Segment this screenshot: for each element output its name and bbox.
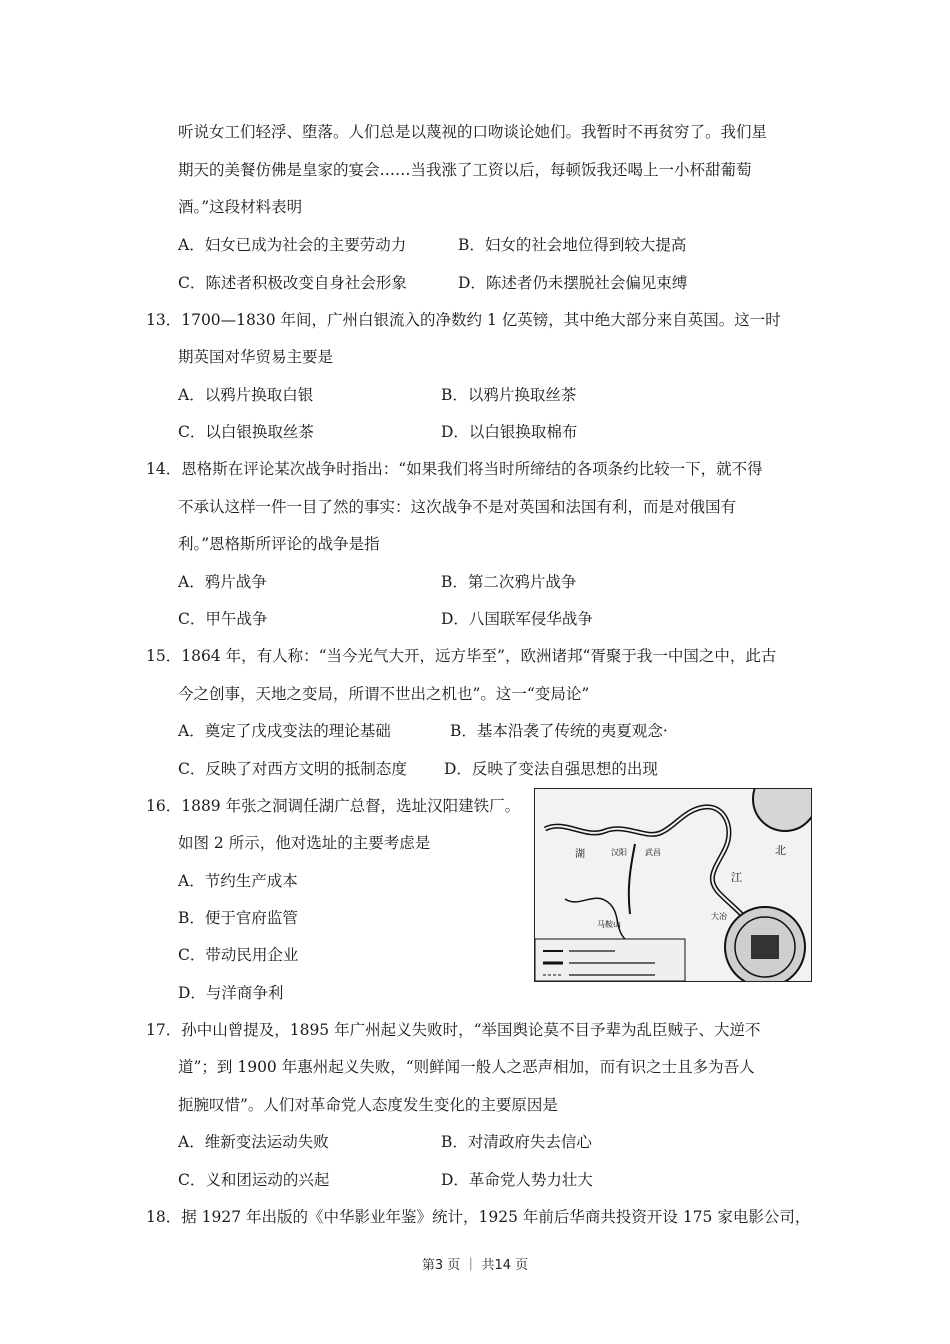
q12-line-2: 期天的美餐仿佛是皇家的宴会……当我涨了工资以后，每顿饭我还喝上一小杯甜葡萄	[178, 161, 752, 179]
q16-option-d[interactable]: D．与洋商争利	[178, 984, 284, 1002]
q13-line-2: 期英国对华贸易主要是	[178, 348, 334, 366]
q16-line-2: 如图 2 所示，他对选址的主要考虑是	[178, 834, 431, 852]
q15-line-1: 15．1864 年，有人称：“当今光气大开，远方毕至”，欧洲诸邦“胥聚于我一中国之中，此古	[146, 647, 777, 665]
q12-option-a[interactable]: A．妇女已成为社会的主要劳动力	[178, 236, 407, 254]
q16-line-1: 16．1889 年张之洞调任湖广总督，选址汉阳建铁厂。	[146, 797, 521, 815]
q14-line-1: 14．恩格斯在评论某次战争时指出：“如果我们将当时所缔结的各项条约比较一下，就不得	[146, 460, 763, 478]
q17-line-2: 道”；到 1900 年惠州起义失败，“则鲜闻一般人之恶声相加，而有识之士且多为吾人	[178, 1058, 755, 1076]
q14-line-2: 不承认这样一件一目了然的事实：这次战争不是对英国和法国有利，而是对俄国有	[178, 498, 737, 516]
q14-option-d[interactable]: D．八国联军侵华战争	[441, 610, 593, 628]
map-label-hanyang: 汉阳	[611, 848, 627, 857]
q13-option-c[interactable]: C．以白银换取丝茶	[178, 423, 314, 441]
q17-line-3: 扼腕叹惜”。人们对革命党人态度发生变化的主要原因是	[178, 1096, 558, 1114]
q12-option-b[interactable]: B．妇女的社会地位得到较大提高	[458, 236, 687, 254]
figure-2-map	[534, 788, 812, 982]
map-label-wuchang: 武昌	[645, 848, 661, 857]
q16-option-c[interactable]: C．带动民用企业	[178, 946, 299, 964]
map-label-mashan: 马鞍山	[597, 920, 621, 929]
q12-option-d[interactable]: D．陈述者仍未摆脱社会偏见束缚	[458, 274, 688, 292]
q15-option-a[interactable]: A．奠定了戊戌变法的理论基础	[178, 722, 391, 740]
q15-option-b[interactable]: B．基本沿袭了传统的夷夏观念·	[450, 722, 668, 740]
q14-line-3: 利。”恩格斯所评论的战争是指	[178, 535, 380, 553]
map-label-daye: 大冶	[711, 912, 727, 921]
map-label-jiang: 江	[731, 871, 742, 884]
q15-line-2: 今之创事，天地之变局，所谓不世出之机也”。这一“变局论”	[178, 685, 590, 703]
q17-option-d[interactable]: D．革命党人势力壮大	[441, 1171, 593, 1189]
q17-option-c[interactable]: C．义和团运动的兴起	[178, 1171, 330, 1189]
q13-option-a[interactable]: A．以鸦片换取白银	[178, 386, 314, 404]
q16-option-b[interactable]: B．便于官府监管	[178, 909, 298, 927]
q13-line-1: 13．1700—1830 年间，广州白银流入的净数约 1 亿英镑，其中绝大部分来自英国。这一时	[146, 311, 781, 329]
q12-line-3: 酒。”这段材料表明	[178, 198, 303, 216]
q13-option-b[interactable]: B．以鸦片换取丝茶	[441, 386, 577, 404]
q18-line-1: 18．据 1927 年出版的《中华影业年鉴》统计，1925 年前后华商共投资开设 175 家电影公司，	[146, 1208, 811, 1226]
page-footer: 第3 页 ｜ 共14 页	[421, 1258, 529, 1273]
q15-option-c[interactable]: C．反映了对西方文明的抵制态度	[178, 760, 407, 778]
q13-option-d[interactable]: D．以白银换取棉布	[441, 423, 578, 441]
q14-option-b[interactable]: B．第二次鸦片战争	[441, 573, 577, 591]
q12-line-1: 听说女工们轻浮、堕落。人们总是以蔑视的口吻谈论她们。我暂时不再贫穷了。我们星	[178, 123, 768, 141]
q14-option-a[interactable]: A．鸦片战争	[178, 573, 267, 591]
q17-line-1: 17．孙中山曾提及，1895 年广州起义失败时，“举国舆论莫不目予辈为乱臣贼子、大逆不	[146, 1021, 761, 1039]
map-drawing	[535, 789, 811, 981]
q17-option-b[interactable]: B．对清政府失去信心	[441, 1133, 592, 1151]
map-label-north: 北	[775, 844, 786, 857]
q15-option-d[interactable]: D．反映了变法自强思想的出现	[444, 760, 658, 778]
q16-option-a[interactable]: A．节约生产成本	[178, 872, 298, 890]
q17-option-a[interactable]: A．维新变法运动失败	[178, 1133, 329, 1151]
q14-option-c[interactable]: C．甲午战争	[178, 610, 268, 628]
map-label-hu: 湖	[575, 849, 585, 860]
q12-option-c[interactable]: C．陈述者积极改变自身社会形象	[178, 274, 407, 292]
